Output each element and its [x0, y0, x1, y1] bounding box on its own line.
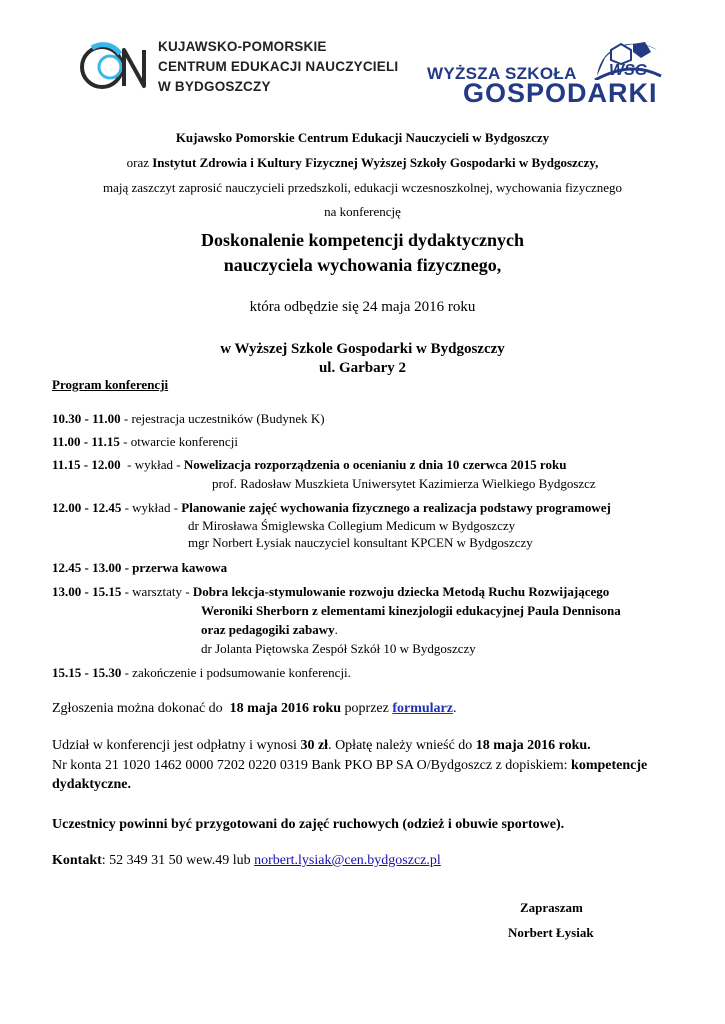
- wsg-logo: [425, 34, 670, 106]
- program-item: [52, 500, 611, 516]
- program-topic: Planowanie zajęć wychowania fizycznego a realizacja podstawy programowej: [181, 500, 611, 515]
- program-topic-continued: Weroniki Sherborn z elementami kinezjologii edukacyjnej Paula Dennisona: [201, 603, 621, 618]
- registration-suffix: .: [453, 701, 457, 716]
- registration-line: [52, 701, 457, 717]
- program-topic-line: oraz pedagogiki zabawy: [201, 622, 335, 637]
- program-item: [52, 434, 238, 450]
- conference-title-line-2: nauczyciela wychowania fizycznego,: [223, 255, 502, 275]
- program-time: 11.15 - 12.00: [52, 457, 121, 472]
- program-speaker: dr Jolanta Piętowska Zespół Szkół 10 w Bydgoszczy: [201, 641, 476, 656]
- kpcen-logo-line: W BYDGOSZCZY: [158, 79, 271, 94]
- venue-line-1: w Wyższej Szkole Gospodarki w Bydgoszczy: [220, 341, 505, 357]
- registration-form-link[interactable]: formularz: [392, 701, 453, 716]
- wsg-logo-line2: GOSPODARKI: [463, 78, 658, 108]
- intro-line-2-institute: Instytut Zdrowia i Kultury Fizycznej Wyższej Szkoły Gospodarki w Bydgoszczy,: [152, 155, 599, 170]
- fee-line-1: [52, 738, 591, 754]
- program-time: 12.45 - 13.00: [52, 560, 122, 575]
- fee-account: Nr konta 21 1020 1462 0000 7202 0220 0319 Bank PKO BP SA O/Bydgoszcz z dopiskiem:: [52, 758, 572, 773]
- wsg-logo-line1: WYŻSZA SZKOŁA: [427, 64, 577, 83]
- fee-keyword-continued: dydaktyczne.: [52, 777, 131, 792]
- program-topic: Nowelizacja rozporządzenia o ocenianiu z dnia 10 czerwca 2015 roku: [183, 457, 567, 472]
- program-heading: Program konferencji: [52, 377, 169, 392]
- wsg-badge-text: WSG: [609, 62, 648, 79]
- fee-deadline: 18 maja 2016 roku.: [475, 738, 591, 753]
- fee-middle: . Opłatę należy wnieść do: [328, 738, 476, 753]
- program-time: 13.00 - 15.15: [52, 584, 122, 599]
- intro-line-1: Kujawsko Pomorskie Centrum Edukacji Nauczycieli w Bydgoszczy: [175, 130, 550, 145]
- date-line: która odbędzie się 24 maja 2016 roku: [249, 299, 476, 315]
- contact-phone: : 52 349 31 50 wew.49 lub: [101, 853, 255, 868]
- intro-line-2: [0, 155, 725, 171]
- program-type: - warsztaty -: [121, 584, 193, 599]
- registration-middle: poprzez: [341, 701, 393, 716]
- intro-line-3: mają zaszczyt zaprosić nauczycieli przedszkoli, edukacji wczesnoszkolnej, wychowania fizycznego: [102, 180, 623, 195]
- kpcen-logo-line: CENTRUM EDUKACJI NAUCZYCIELI: [158, 59, 399, 74]
- fee-line-2: [52, 758, 647, 774]
- program-speaker: prof. Radosław Muszkieta Uniwersytet Kazimierza Wielkiego Bydgoszcz: [212, 476, 596, 491]
- intro-line-2-prefix: oraz: [126, 155, 153, 170]
- contact-line: [52, 853, 441, 869]
- program-item: [52, 457, 566, 473]
- program-item: [52, 560, 227, 576]
- signature-name: Norbert Łysiak: [508, 925, 594, 940]
- program-text: - zakończenie i podsumowanie konferencji.: [121, 665, 351, 680]
- kpcen-logo-text: [158, 37, 398, 97]
- equipment-note: Uczestnicy powinni być przygotowani do zajęć ruchowych (odzież i obuwie sportowe).: [52, 817, 565, 832]
- program-item: [52, 584, 609, 600]
- program-time: 12.00 - 12.45: [52, 500, 122, 515]
- kpcen-logo-line: KUJAWSKO-POMORSKIE: [158, 39, 327, 54]
- program-speaker: dr Mirosława Śmiglewska Collegium Medicum w Bydgoszczy: [188, 518, 516, 533]
- program-text: - przerwa kawowa: [121, 560, 228, 575]
- program-text: - otwarcie konferencji: [119, 434, 238, 449]
- fee-amount: 30 zł: [300, 738, 329, 753]
- conference-title-line-1: Doskonalenie kompetencji dydaktycznych: [200, 230, 524, 250]
- venue-line-2: ul. Garbary 2: [318, 360, 407, 376]
- program-time: 11.00 - 11.15: [52, 434, 120, 449]
- registration-deadline: 18 maja 2016 roku: [229, 701, 342, 716]
- program-item: [52, 665, 351, 681]
- program-item: [52, 411, 325, 427]
- cen-logo-mark: [80, 36, 150, 98]
- program-time: 10.30 - 11.00: [52, 411, 121, 426]
- fee-prefix: Udział w konferencji jest odpłatny i wynosi: [52, 738, 301, 753]
- contact-email-link[interactable]: norbert.lysiak@cen.bydgoszcz.pl: [254, 853, 441, 868]
- program-topic-continued: [201, 622, 338, 638]
- program-text: - rejestracja uczestników (Budynek K): [120, 411, 325, 426]
- intro-line-4: na konferencję: [324, 204, 401, 219]
- signature-greeting: Zapraszam: [520, 900, 583, 915]
- program-type: - wykład -: [121, 500, 182, 515]
- kpcen-logo: [80, 34, 410, 104]
- program-time: 15.15 - 15.30: [52, 665, 122, 680]
- contact-label: Kontakt: [52, 853, 102, 868]
- program-topic-end: .: [334, 622, 338, 637]
- program-topic: Dobra lekcja-stymulowanie rozwoju dziecka Metodą Ruchu Rozwijającego: [192, 584, 610, 599]
- program-type: - wykład -: [120, 457, 184, 472]
- program-speaker: mgr Norbert Łysiak nauczyciel konsultant KPCEN w Bydgoszczy: [188, 535, 533, 550]
- fee-keyword: kompetencje: [571, 758, 648, 773]
- registration-prefix: Zgłoszenia można dokonać do: [52, 701, 230, 716]
